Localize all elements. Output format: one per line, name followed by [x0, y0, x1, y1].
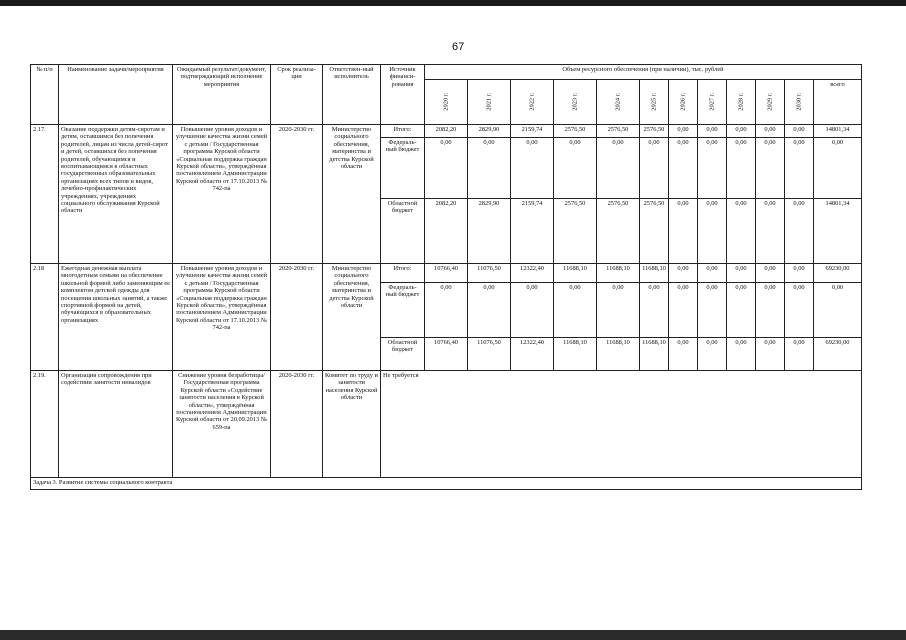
- value-cell: 0,00: [669, 338, 698, 371]
- total-cell: 14801,34: [814, 125, 862, 138]
- value-cell: 0,00: [785, 283, 814, 338]
- header-num: № п/п: [31, 65, 59, 125]
- value-cell: 2576,50: [554, 199, 597, 264]
- value-cell: 12322,40: [511, 264, 554, 283]
- value-cell: 11688,10: [640, 264, 669, 283]
- value-cell: 0,00: [756, 125, 785, 138]
- financing-source: Итого:: [381, 125, 425, 138]
- total-cell: 69230,00: [814, 264, 862, 283]
- header-year: 2024 г.: [597, 80, 640, 125]
- header-source: Источник финанси-рования: [381, 65, 425, 125]
- value-cell: 11688,10: [597, 338, 640, 371]
- value-cell: 0,00: [756, 199, 785, 264]
- value-cell: 0,00: [727, 338, 756, 371]
- value-cell: 0,00: [597, 138, 640, 199]
- table-row: [31, 125, 862, 138]
- value-cell: 0,00: [468, 283, 511, 338]
- header-name: Наименование задачи/мероприятия: [59, 65, 173, 125]
- row-number: 2.19.: [31, 371, 59, 478]
- row-term: 2020-2030 гг.: [271, 371, 323, 478]
- value-cell: 0,00: [785, 264, 814, 283]
- total-cell: 0,00: [814, 138, 862, 199]
- value-cell: 2576,50: [640, 125, 669, 138]
- value-cell: 0,00: [597, 283, 640, 338]
- header-result: Ожидаемый результат/документ, подтверждающий исполнение мероприятия: [173, 65, 271, 125]
- row-term: 2020-2030 гг.: [271, 125, 323, 264]
- value-cell: 0,00: [756, 283, 785, 338]
- financing-source: Итого:: [381, 264, 425, 283]
- row-result: Снижение уровня безработицы/Государственная программа Курской области «Содействие занятости населения в Курской области», утверждённая постановлением Администрации Курской области от 20.09.2013 № 659-па: [173, 371, 271, 478]
- scan-border-bottom: [0, 630, 906, 640]
- row-executor: Комитет по труду и занятости населения Курской области: [323, 371, 381, 478]
- value-cell: 0,00: [425, 138, 468, 199]
- row-executor: Министерство социального обеспечения, материнства и детства Курской области: [323, 125, 381, 264]
- header-volume: Объем ресурсного обеспечения (при наличии), тыс. рублей: [425, 65, 862, 80]
- value-cell: 0,00: [785, 199, 814, 264]
- value-cell: 0,00: [698, 338, 727, 371]
- header-row: [31, 65, 862, 80]
- value-cell: 0,00: [727, 125, 756, 138]
- row-executor: Министерство социального обеспечения, материнства и детства Курской области: [323, 264, 381, 371]
- total-cell: 0,00: [814, 283, 862, 338]
- value-cell: 0,00: [640, 138, 669, 199]
- resource-table: [30, 64, 862, 490]
- total-cell: 69230,00: [814, 338, 862, 371]
- row-name: Оказание поддержки детям-сиротам и детям, оставшимся без попечения родителей, лицам из числа детей-сирот и детей, оставшихся без попечения родителей, обучающимся и воспитывающимся в областных государственных образовательных организациях всех типов и видов, лечебно-профилактических учреждениях, учреждениях социального обслуживания Курской области: [59, 125, 173, 264]
- value-cell: 11688,10: [554, 338, 597, 371]
- task-heading: Задача 3. Развитие системы социального контракта: [31, 478, 862, 490]
- value-cell: 0,00: [756, 338, 785, 371]
- value-cell: 0,00: [698, 264, 727, 283]
- value-cell: 0,00: [785, 125, 814, 138]
- value-cell: 0,00: [468, 138, 511, 199]
- page-number: 67: [452, 41, 465, 53]
- row-name: Ежегодная денежная выплата многодетным семьям на обеспечение школьной формой либо заменяющим ее комплектом детской одежды для посещения школьных занятий, а также спортивной формой на детей, обучающихся в образовательных организациях: [59, 264, 173, 371]
- row-term: 2020-2030 гг.: [271, 264, 323, 371]
- value-cell: 2159,74: [511, 125, 554, 138]
- value-cell: 0,00: [669, 125, 698, 138]
- task-row: [31, 478, 862, 490]
- value-cell: 0,00: [554, 138, 597, 199]
- value-cell: 0,00: [554, 283, 597, 338]
- header-term: Срок реализа-ции: [271, 65, 323, 125]
- header-year: 2027 г.: [698, 80, 727, 125]
- header-year: 2021 г.: [468, 80, 511, 125]
- row-result: Повышение уровня доходов и улучшение качества жизни семей с детьми / Государственная программа Курской области «Социальная поддержка граждан Курской области», утверждённая постановлением Администрации Курской области от 17.10.2013 № 742-па: [173, 125, 271, 264]
- value-cell: 10766,40: [425, 338, 468, 371]
- header-year: 2020 г.: [425, 80, 468, 125]
- value-cell: 12322,40: [511, 338, 554, 371]
- financing-source: Областной бюджет: [381, 338, 425, 371]
- value-cell: 2576,50: [640, 199, 669, 264]
- value-cell: 0,00: [698, 138, 727, 199]
- total-cell: 14801,34: [814, 199, 862, 264]
- financing-source: Федераль-ный бюджет: [381, 138, 425, 199]
- value-cell: 2829,90: [468, 199, 511, 264]
- value-cell: 2159,74: [511, 199, 554, 264]
- table-row: [31, 264, 862, 283]
- value-cell: 2576,50: [597, 199, 640, 264]
- value-cell: 2576,50: [597, 125, 640, 138]
- value-cell: 0,00: [698, 125, 727, 138]
- value-cell: 0,00: [727, 199, 756, 264]
- financing-source: Федераль-ный бюджет: [381, 283, 425, 338]
- value-cell: 0,00: [511, 138, 554, 199]
- value-cell: 0,00: [727, 138, 756, 199]
- value-cell: 10766,40: [425, 264, 468, 283]
- value-cell: 0,00: [425, 283, 468, 338]
- header-total: всего: [814, 80, 862, 125]
- header-year: 2028 г.: [727, 80, 756, 125]
- value-cell: 2829,90: [468, 125, 511, 138]
- scan-border-top: [0, 0, 906, 6]
- row-note: Не требуется: [381, 371, 862, 478]
- value-cell: 11688,10: [554, 264, 597, 283]
- value-cell: 0,00: [727, 283, 756, 338]
- value-cell: 0,00: [756, 264, 785, 283]
- row-number: 2.18: [31, 264, 59, 371]
- value-cell: 2082,20: [425, 199, 468, 264]
- value-cell: 0,00: [756, 138, 785, 199]
- value-cell: 0,00: [785, 138, 814, 199]
- value-cell: 0,00: [640, 283, 669, 338]
- row-name: Организация сопровождения при содействии занятости инвалидов: [59, 371, 173, 478]
- value-cell: 11076,50: [468, 264, 511, 283]
- value-cell: 11076,50: [468, 338, 511, 371]
- value-cell: 0,00: [727, 264, 756, 283]
- header-executor: Ответствен-ный исполнитель: [323, 65, 381, 125]
- header-year: 2029 г.: [756, 80, 785, 125]
- value-cell: 0,00: [669, 138, 698, 199]
- row-number: 2.17.: [31, 125, 59, 264]
- header-year: 2022 г.: [511, 80, 554, 125]
- row-result: Повышение уровня доходов и улучшение качества жизни семей с детьми / Государственная программа Курской области «Социальная поддержка граждан Курской области», утверждённая постановлением Администрации Курской области от 17.10.2013 № 742-па: [173, 264, 271, 371]
- value-cell: 2576,50: [554, 125, 597, 138]
- table-row: [31, 371, 862, 478]
- value-cell: 0,00: [669, 199, 698, 264]
- value-cell: 0,00: [785, 338, 814, 371]
- header-year: 2030 г.: [785, 80, 814, 125]
- value-cell: 11688,10: [597, 264, 640, 283]
- value-cell: 0,00: [698, 199, 727, 264]
- value-cell: 2082,20: [425, 125, 468, 138]
- value-cell: 0,00: [669, 264, 698, 283]
- value-cell: 0,00: [698, 283, 727, 338]
- value-cell: 11688,10: [640, 338, 669, 371]
- header-year: 2026 г.: [669, 80, 698, 125]
- header-year: 2025 г.: [640, 80, 669, 125]
- financing-source: Областной бюджет: [381, 199, 425, 264]
- header-year: 2023 г.: [554, 80, 597, 125]
- value-cell: 0,00: [669, 283, 698, 338]
- value-cell: 0,00: [511, 283, 554, 338]
